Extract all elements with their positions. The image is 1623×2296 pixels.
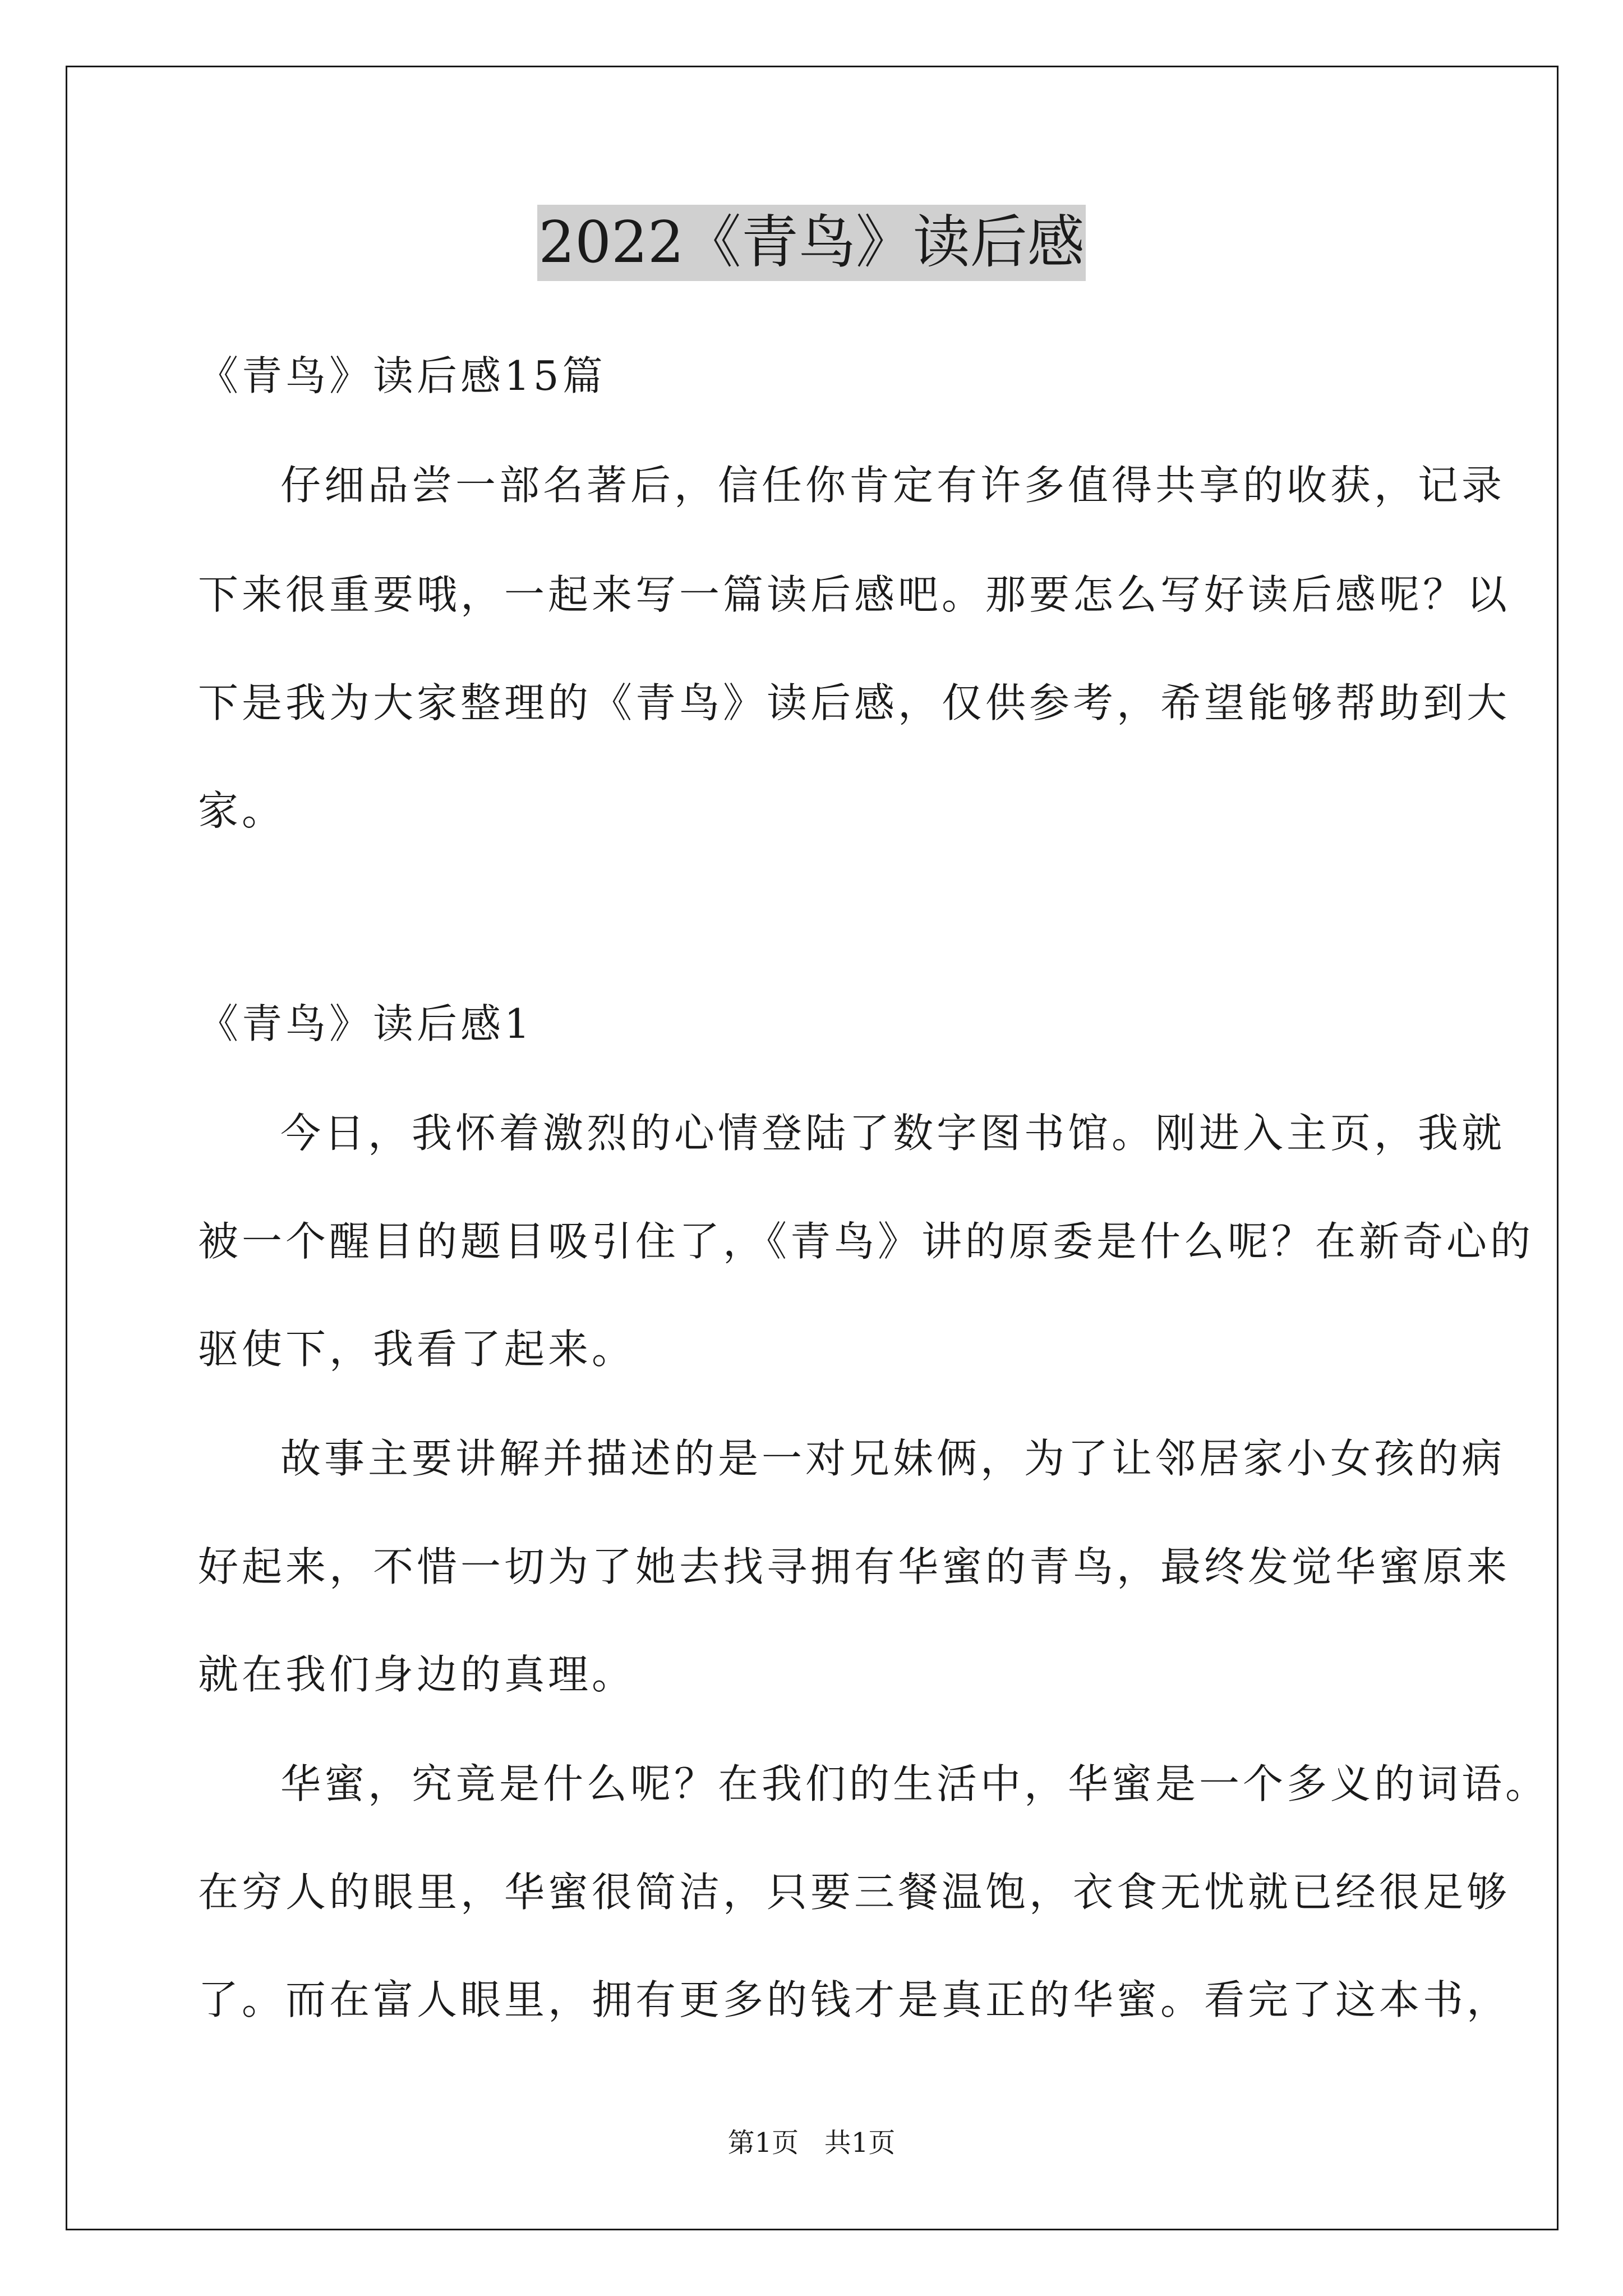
intro-line-1: 仔细品尝一部名著后，信任你肯定有许多值得共享的收获，记录 [280, 462, 1506, 509]
para1-line-3: 驱使下，我看了起来。 [198, 1326, 636, 1373]
para3-line-1: 华蜜，究竟是什么呢？在我们的生活中，华蜜是一个多义的词语。 [280, 1760, 1550, 1807]
document-subtitle: 《青鸟》读后感15篇 [198, 352, 606, 399]
document-title: 2022《青鸟》读后感 [537, 205, 1086, 281]
para2-line-1: 故事主要讲解并描述的是一对兄妹俩，为了让邻居家小女孩的病 [280, 1435, 1506, 1482]
section-heading: 《青鸟》读后感1 [198, 1000, 533, 1047]
para2-line-3: 就在我们身边的真理。 [198, 1651, 636, 1698]
para1-line-1: 今日，我怀着激烈的心情登陆了数字图书馆。刚进入主页，我就 [280, 1110, 1506, 1157]
intro-line-2: 下来很重要哦，一起来写一篇读后感吧。那要怎么写好读后感呢？以 [198, 571, 1511, 618]
para1-line-2: 被一个醒目的题目吸引住了，《青鸟》讲的原委是什么呢？在新奇心的 [198, 1218, 1534, 1265]
intro-line-4: 家。 [198, 787, 286, 834]
para3-line-3: 了。而在富人眼里，拥有更多的钱才是真正的华蜜。看完了这本书， [198, 1976, 1511, 2023]
page-footer: 第1页 共1页 [727, 2127, 896, 2159]
para3-line-2: 在穷人的眼里，华蜜很简洁，只要三餐温饱，衣食无忧就已经很足够 [198, 1869, 1511, 1916]
title-container [0, 205, 1623, 281]
para2-line-2: 好起来，不惜一切为了她去找寻拥有华蜜的青鸟，最终发觉华蜜原来 [198, 1543, 1511, 1590]
intro-line-3: 下是我为大家整理的《青鸟》读后感，仅供参考，希望能够帮助到大 [198, 679, 1511, 726]
